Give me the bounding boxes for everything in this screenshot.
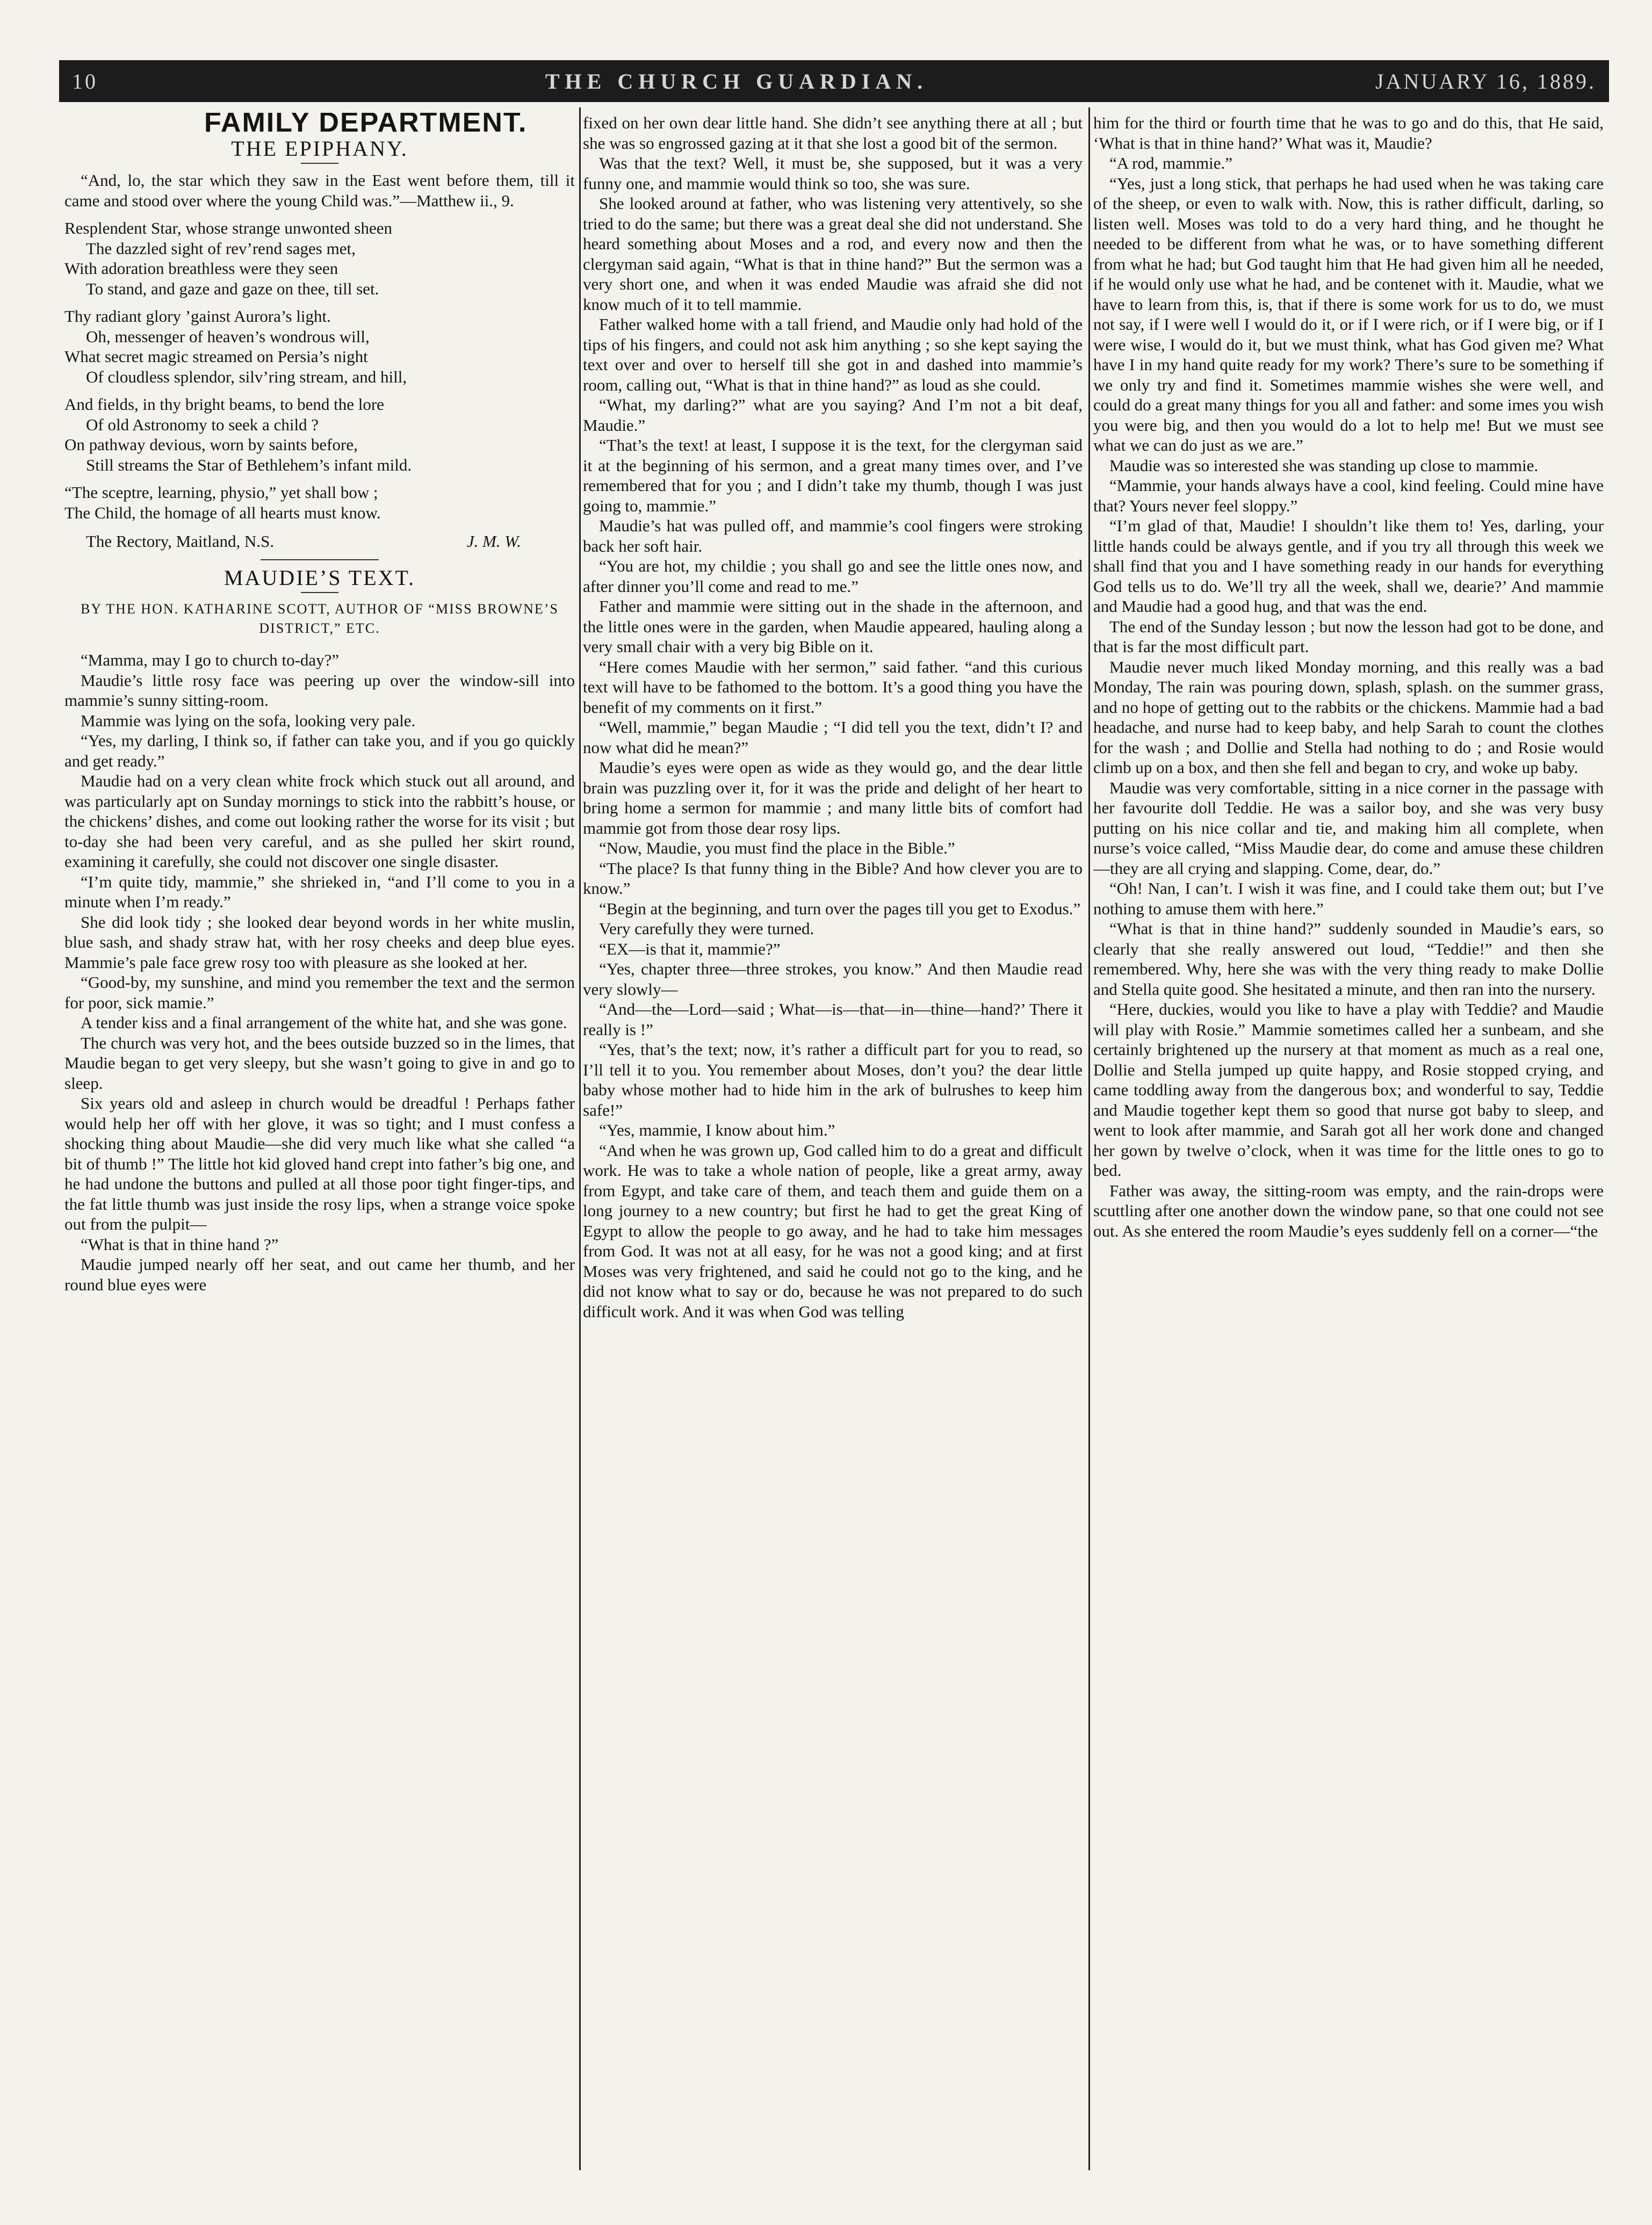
- paragraph: “And—the—Lord—said ; What—is—that—in—thine—hand?’ There it really is !”: [583, 1000, 1083, 1039]
- column-divider: [579, 107, 581, 2170]
- column-3: [1093, 113, 1604, 2165]
- paragraph: She did look tidy ; she looked dear beyond words in her white muslin, blue sash, and shady straw hat, with her rosy cheeks and deep blue eyes. Mammie’s pale face grew rosy too with pleasure as she looked at her.: [64, 912, 575, 972]
- paragraph: him for the third or fourth time that he was to go and do this, that He said, ‘What is that in thine hand?’ What was it, Maudie?: [1093, 113, 1604, 153]
- paragraph: Very carefully they were turned.: [599, 919, 814, 938]
- paragraph: “Here comes Maudie with her sermon,” said father. “and this curious text will have to be fathomed to the bottom. It’s a good thing you have the benefit of my comments on it first.”: [583, 657, 1083, 717]
- paragraph: Father and mammie were sitting out in the shade in the afternoon, and the little ones were in the garden, when Maudie appeared, hauling along a very small chair with a very big Bible on it.: [583, 597, 1083, 656]
- poem-line: Oh, messenger of heaven’s wondrous will,: [86, 327, 370, 346]
- paragraph: “What is that in thine hand ?”: [81, 1234, 279, 1254]
- newspaper-title: THE CHURCH GUARDIAN.: [545, 69, 928, 93]
- issue-date: JANUARY 16, 1889.: [1375, 69, 1596, 93]
- poem-line: And fields, in thy bright beams, to bend the lore: [64, 395, 384, 414]
- paragraph: Maudie had on a very clean white frock which stuck out all around, and was particularly apt on Sunday mornings to stick into the rabbitt’s house, or the chickens’ dishes, and come out looking rather the worse for its visit ; but to-day she had been very careful, and as she pulled her skirt round, examining it carefully, she could not discover one single disaster.: [64, 771, 575, 871]
- paragraph: “You are hot, my childie ; you shall go and see the little ones now, and after dinner you’ll come and read to me.”: [583, 557, 1083, 596]
- paragraph: Maudie’s hat was pulled off, and mammie’s cool fingers were stroking back her soft hair.: [583, 516, 1083, 555]
- poem-line: With adoration breathless were they seen: [64, 259, 338, 278]
- paragraph: “What is that in thine hand?” suddenly sounded in Maudie’s ears, so clearly that she really answered out loud, “Teddie!” and then she remembered. Why, here she was with the very thing ready to make Dollie and Stella quite good. She hesitated a minute, and then ran into the nursery.: [1093, 919, 1604, 999]
- paragraph: “Yes, chapter three—three strokes, you know.” And then Maudie read very slowly—: [583, 959, 1083, 999]
- paragraph: Maudie jumped nearly off her seat, and out came her thumb, and her round blue eyes were: [64, 1255, 575, 1294]
- paragraph: “Yes, that’s the text; now, it’s rather a difficult part for you to read, so I’ll tell it to you. You remember about Moses, don’t you? the dear little baby whose mother had to hide him in the ark of bulrushes to keep him safe!”: [583, 1040, 1083, 1119]
- poem-line: Still streams the Star of Bethlehem’s infant mild.: [86, 455, 412, 474]
- poem-line: What secret magic streamed on Persia’s night: [64, 347, 368, 366]
- paragraph: A tender kiss and a final arrangement of the white hat, and she was gone.: [81, 1013, 567, 1032]
- story-title: MAUDIE’S TEXT.: [223, 565, 416, 590]
- paragraph: “That’s the text! at least, I suppose it is the text, for the clergyman said it at the beginning of his sermon, and a great many times over, and I’ve remembered that for you ; and I didn’t take my thumb, though I was just going to, mammie.”: [583, 436, 1083, 515]
- paragraph: She looked around at father, who was listening very attentively, so she tried to do the same; but there was a great deal she did not understand. She heard something about Moses and a rod, and every now and then the clergyman said again, “What is that in thine hand?” But the sermon was a very short one, and when it was ended Maudie was afraid she did not know much of it to tell mammie.: [583, 194, 1083, 314]
- signature-place: The Rectory, Maitland, N.S.: [86, 532, 275, 551]
- paragraph: “Yes, my darling, I think so, if father can take you, and if you go quickly and get ready.”: [64, 731, 575, 770]
- page-number: 10: [72, 69, 98, 93]
- paragraph: Maudie’s eyes were open as wide as they would go, and the dear little brain was puzzling over it, for it was the pride and delight of her heart to bring home a sermon for mammie ; and many little bits of comfort had mammie got from those dear rosy lips.: [583, 758, 1083, 837]
- paragraph: “Good-by, my sunshine, and mind you remember the text and the sermon for poor, sick mamie.”: [64, 973, 575, 1012]
- department-heading: FAMILY DEPARTMENT.: [204, 113, 528, 138]
- paragraph: “Begin at the beginning, and turn over the pages till you get to Exodus.”: [599, 899, 1081, 918]
- poem: [64, 218, 575, 523]
- paragraph: “EX—is that it, mammie?”: [599, 939, 781, 958]
- poem-line: Resplendent Star, whose strange unwonted sheen: [64, 219, 393, 237]
- column-1: [64, 113, 575, 2165]
- poem-line: On pathway devious, worn by saints before,: [64, 435, 358, 454]
- poem-line: The dazzled sight of rev’rend sages met,: [86, 239, 356, 258]
- paragraph: “Mammie, your hands always have a cool, kind feeling. Could mine have that? Yours never feel sloppy.”: [1093, 476, 1604, 515]
- column-divider: [1088, 107, 1090, 2170]
- poem-title: THE EPIPHANY.: [231, 136, 408, 161]
- poem-signature: [64, 531, 575, 552]
- paragraph: “Here, duckies, would you like to have a play with Teddie? and Maudie will play with Rosie.” Mammie sometimes called her a sunbeam, and she certainly brightened up the nursery at that moment as much as a real one, Dollie and Stella jumped up quite happy, and Rosie stopped crying, and came toddling away from the dangerous box; and wonderful to say, Teddie and Maudie together kept them so good that nurse got baby to sleep, and went to look after mammie, and Sarah got all her work done and changed her gown by twelve o’clock, when it was time for the little ones to go to bed.: [1093, 1000, 1604, 1180]
- paragraph: Maudie’s little rosy face was peering up over the window-sill into mammie’s sunny sitting-room.: [64, 670, 575, 710]
- poem-line: “The sceptre, learning, physio,” yet shall bow ;: [64, 483, 378, 502]
- poem-line: Of old Astronomy to seek a child ?: [86, 415, 319, 434]
- paragraph: “Oh! Nan, I can’t. I wish it was fine, and I could take them out; but I’ve nothing to amuse them with here.”: [1093, 879, 1604, 918]
- paragraph: “A rod, mammie.”: [1109, 154, 1232, 172]
- paragraph: “I’m glad of that, Maudie! I shouldn’t like them to! Yes, darling, your little hands could be always gentle, and if you try all through this week we shall find that you and I have something ready in our hands for everything God tells us to do. We’ll try all the week, shall we, dearie?’ And mammie and Maudie had a good hug, and that was the end.: [1093, 516, 1604, 616]
- divider: [301, 163, 338, 164]
- paragraph: Father was away, the sitting-room was empty, and the rain-drops were scuttling after one another down the window pane, so that one could not see out. As she entered the room Maudie’s eyes suddenly fell on a corner—“the: [1093, 1181, 1604, 1240]
- paragraph: Six years old and asleep in church would be dreadful ! Perhaps father would help her off with her glove, it was so tight; and I must confess a shocking thing about Maudie—she did very much like what she called “a bit of thumb !” The little hot kid gloved hand crept into father’s big one, and he had undone the buttons and pulled at all those poor tight finger-tips, and the fat little thumb was just inside the rosy lips, when a strange voice spoke out from the pulpit—: [64, 1094, 575, 1233]
- paragraph: Maudie was very comfortable, sitting in a nice corner in the passage with her favourite doll Teddie. He was a sailor boy, and she was very busy putting on his nice collar and tie, and making him all complete, when nurse’s voice called, “Miss Maudie dear, do come and amuse these children—they are all crying and slapping. Come, dear, do.”: [1093, 778, 1604, 878]
- paragraph: “Mamma, may I go to church to-day?”: [81, 651, 340, 669]
- paragraph: “Yes, mammie, I know about him.”: [599, 1121, 835, 1139]
- paragraph: “Yes, just a long stick, that perhaps he had used when he was taking care of the sheep, or even to walk with. Now, this is rather difficult, darling, so listen well. Moses was told to do a very hard thing, and he thought he needed to be different from what he was, or to have something different from what he had; but God taught him that He had given him all he needed, if he would only use what he had, and be contenet with it. Maudie, what we have to learn from this, is, that if there is some work for us to do, we must not say, if I were well I would do it, or if I were rich, or if I were big, or if I were wise, I would do it, but we must think, what has God given me? What have I in my hand quite ready for my work? There’s sure to be something if we only try and find it. Sometimes mammie wishes she were well, and could do a great many things for you all and father: and some imes you wish you were big, and then you would do a lot to help me! But we must see what we can do just as we are.”: [1093, 174, 1604, 454]
- paragraph: “And when he was grown up, God called him to do a great and difficult work. He was to take a whole nation of people, like a great army, away from Egypt, and take care of them, and teach them and guide them on a long journey to a new country; but first he had to get the great King of Egypt to allow the people to go away, and he had to take him messages from God. It was not at all easy, for he was not a good king; and at first Moses was very frightened, and said he could not go to the king, and he did not know what to say or do, because he was not prepared to do such difficult work. And it was when God was telling: [583, 1140, 1083, 1321]
- paragraph: Maudie was so interested she was standing up close to mammie.: [1109, 456, 1539, 475]
- paragraph: “I’m quite tidy, mammie,” she shrieked in, “and I’ll come to you in a minute when I’m ready.”: [64, 872, 575, 911]
- paragraph: Maudie never much liked Monday morning, and this really was a bad Monday, The rain was pouring down, splash, splash. on the summer grass, and no hope of getting out to the rabbits or the chickens. Mammie had a bad headache, and nurse had to keep baby, and help Sarah to count the clothes for the wash ; and Dollie and Stella had nothing to do ; and Rosie would climb up on a box, and then she fell and began to cry, and woke up baby.: [1093, 657, 1604, 777]
- divider: [301, 592, 338, 593]
- poem-line: Thy radiant glory ’gainst Aurora’s light.: [64, 307, 331, 326]
- paragraph: The end of the Sunday lesson ; but now the lesson had got to be done, and that is far the most difficult part.: [1093, 617, 1604, 656]
- poem-line: To stand, and gaze and gaze on thee, till set.: [86, 279, 379, 298]
- paragraph: “The place? Is that funny thing in the Bible? And how clever you are to know.”: [583, 858, 1083, 898]
- paragraph: Father walked home with a tall friend, and Maudie only had hold of the tips of his fingers, and could not ask him anything ; so she kept saying the text over and over to herself till she got in and dashed into mammie’s room, calling out, “What is that in thine hand?” as loud as she could.: [583, 315, 1083, 394]
- masthead: [59, 60, 1609, 102]
- column-2: [583, 113, 1083, 2165]
- paragraph: Mammie was lying on the sofa, looking very pale.: [81, 711, 416, 730]
- divider: [261, 559, 379, 560]
- paragraph: “Now, Maudie, you must find the place in the Bible.”: [599, 839, 955, 857]
- poem-epigraph: “And, lo, the star which they saw in the East went before them, till it came and stood over where the young Child was.”—Matthew ii., 9.: [64, 171, 575, 210]
- story-byline: BY THE HON. KATHARINE SCOTT, AUTHOR OF “MISS BROWNE’S DISTRICT,” ETC.: [81, 601, 559, 636]
- poem-line: Of cloudless splendor, silv’ring stream, and hill,: [86, 367, 407, 386]
- paragraph: “Well, mammie,” began Maudie ; “I did tell you the text, didn’t I? and now what did he mean?”: [583, 718, 1083, 757]
- paragraph: The church was very hot, and the bees outside buzzed so in the limes, that Maudie began to get very sleepy, but she wasn’t going to give in and go to sleep.: [64, 1033, 575, 1093]
- paragraph: “What, my darling?” what are you saying? And I’m not a bit deaf, Maudie.”: [583, 395, 1083, 435]
- signature-initials: J. M. W.: [466, 532, 521, 551]
- paragraph: fixed on her own dear little hand. She didn’t see anything there at all ; but she was so engrossed gazing at it that she lost a good bit of the sermon.: [583, 113, 1083, 153]
- poem-line: The Child, the homage of all hearts must know.: [64, 503, 381, 522]
- paragraph: Was that the text? Well, it must be, she supposed, but it was a very funny one, and mammie would think so too, she was sure.: [583, 154, 1083, 193]
